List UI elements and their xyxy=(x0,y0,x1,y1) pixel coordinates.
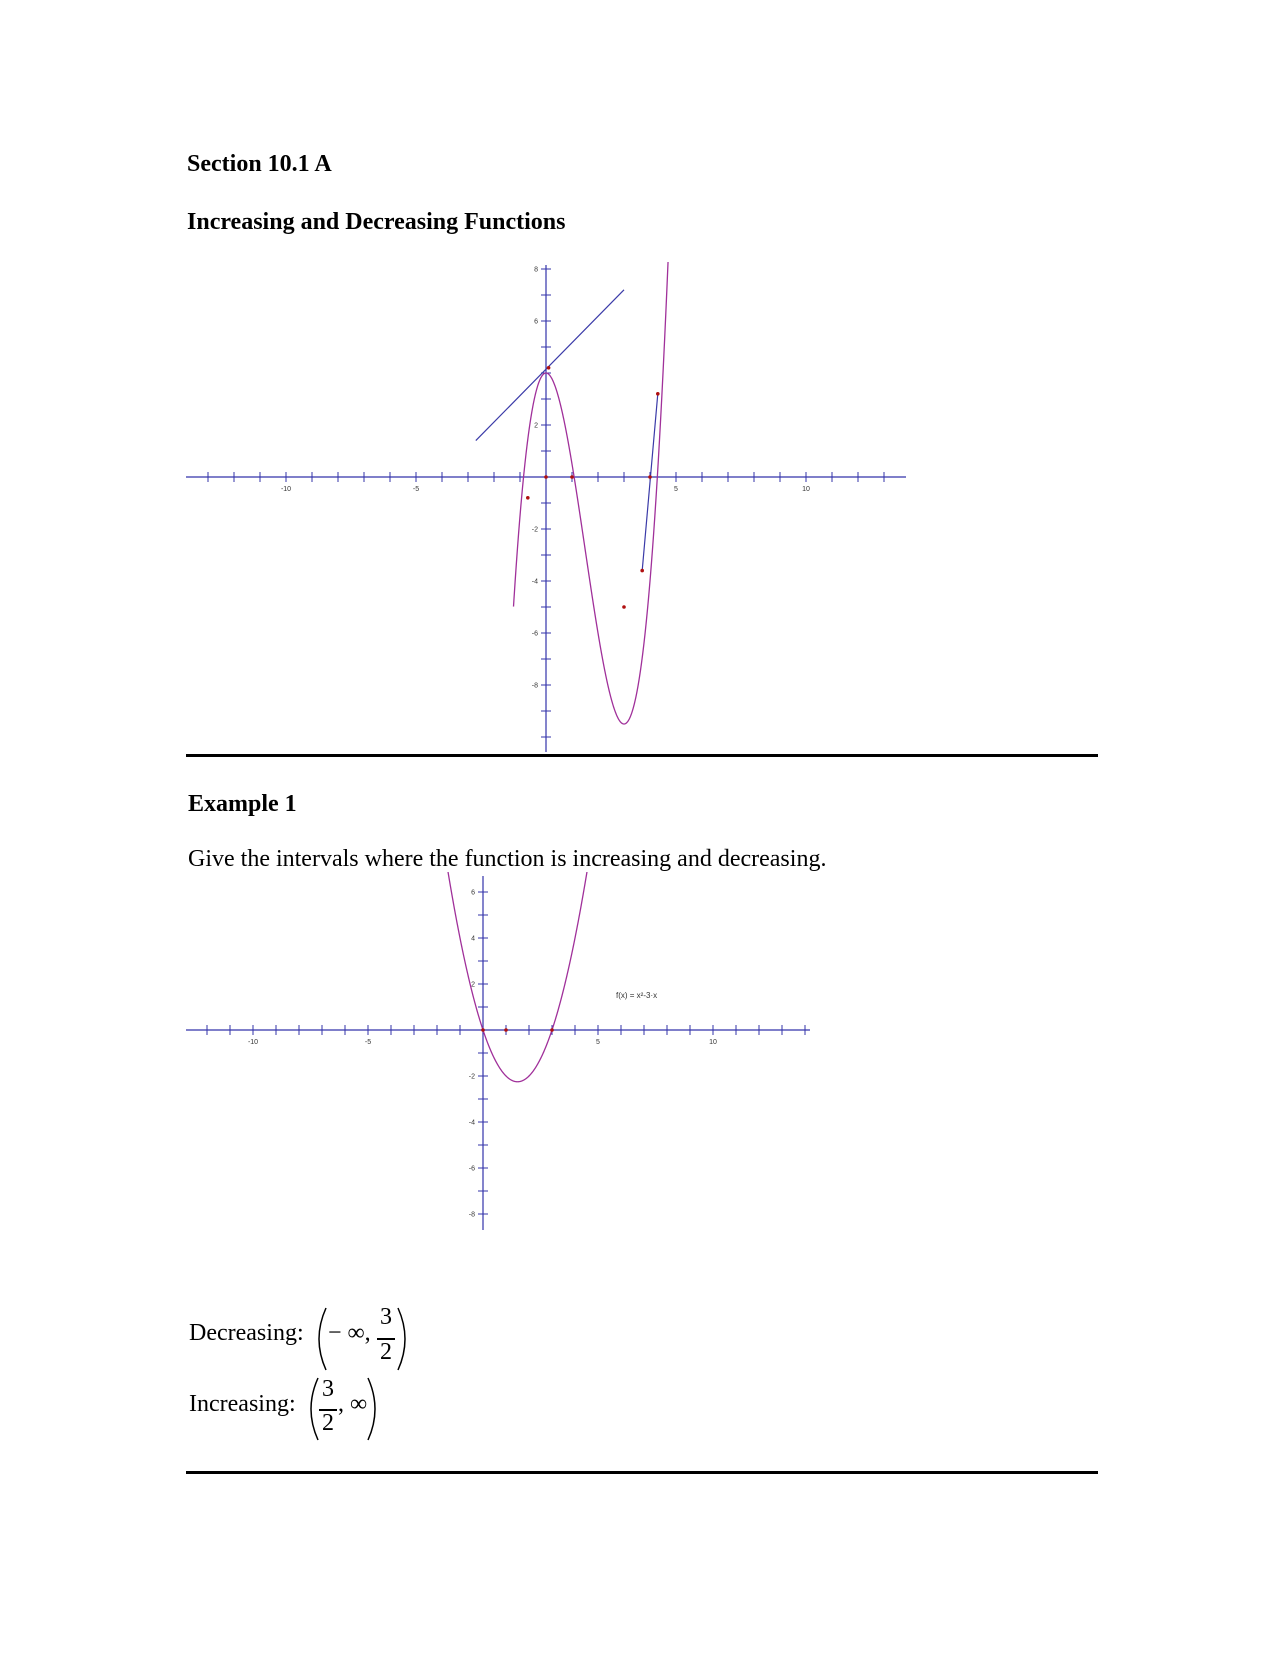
x-tick-label: 5 xyxy=(596,1039,600,1046)
x-tick-label: 10 xyxy=(709,1039,717,1046)
data-point xyxy=(481,1028,485,1032)
decreasing-label: Decreasing: xyxy=(189,1320,304,1346)
x-tick-label: -10 xyxy=(280,486,292,493)
increasing-right-bound: , ∞ xyxy=(338,1391,368,1417)
y-tick-label: 6 xyxy=(534,318,538,326)
right-paren-icon xyxy=(394,1306,416,1372)
x-tick-label: -10 xyxy=(247,1039,259,1046)
topic-title: Increasing and Decreasing Functions xyxy=(187,209,566,235)
x-tick-label: 10 xyxy=(802,486,810,493)
section-title: Section 10.1 A xyxy=(187,151,332,177)
data-point xyxy=(544,475,548,479)
y-tick-label: 2 xyxy=(534,422,538,430)
decreasing-denominator: 2 xyxy=(380,1339,392,1365)
y-tick-label: 8 xyxy=(534,266,538,274)
section-divider xyxy=(186,1471,1098,1474)
increasing-numerator: 3 xyxy=(322,1376,334,1402)
y-tick-label: -6 xyxy=(468,1165,475,1173)
left-paren-icon xyxy=(308,1306,330,1372)
example-title: Example 1 xyxy=(188,791,297,817)
increasing-label: Increasing: xyxy=(189,1391,296,1417)
function-label: f(x) = x²-3·x xyxy=(616,991,658,1000)
y-tick-label: 6 xyxy=(471,889,475,897)
y-tick-label: -2 xyxy=(468,1073,475,1081)
data-point xyxy=(648,475,652,479)
right-paren-icon xyxy=(364,1376,386,1442)
y-tick-label: -4 xyxy=(531,578,538,586)
data-point xyxy=(504,1028,508,1032)
data-point xyxy=(656,392,660,396)
data-point xyxy=(570,475,574,479)
data-point xyxy=(622,605,626,609)
data-point xyxy=(526,496,530,500)
decreasing-left-bound: − ∞, xyxy=(328,1320,371,1346)
y-tick-label: -6 xyxy=(531,630,538,638)
x-tick-label: -5 xyxy=(364,1039,372,1046)
data-point xyxy=(640,569,644,573)
tangent-line xyxy=(642,394,658,571)
x-tick-label: 5 xyxy=(674,486,678,493)
y-tick-label: -8 xyxy=(468,1211,475,1219)
increasing-denominator: 2 xyxy=(322,1410,334,1436)
y-tick-label: 2 xyxy=(471,981,475,989)
y-tick-label: 4 xyxy=(471,935,475,943)
function-curve xyxy=(514,262,671,724)
x-tick-label: -5 xyxy=(412,486,420,493)
y-tick-label: -2 xyxy=(531,526,538,534)
decreasing-numerator: 3 xyxy=(380,1304,392,1330)
data-point xyxy=(547,366,551,370)
section-divider xyxy=(186,754,1098,757)
graph-cubic xyxy=(186,262,906,754)
y-tick-label: -4 xyxy=(468,1119,475,1127)
graph-parabola xyxy=(186,872,810,1300)
example-prompt: Give the intervals where the function is increasing and decreasing. xyxy=(188,846,827,872)
tangent-line xyxy=(476,290,624,441)
y-tick-label: -8 xyxy=(531,682,538,690)
data-point xyxy=(550,1028,554,1032)
function-curve xyxy=(442,872,594,1082)
